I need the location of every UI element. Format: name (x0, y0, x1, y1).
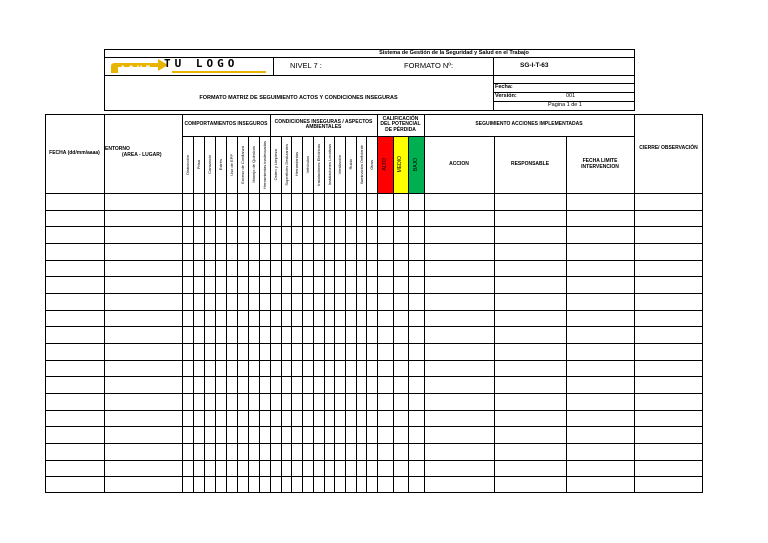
col-responsable-header: RESPONSABLE (510, 160, 550, 167)
condicion-subheader-text: Herramientas (293, 152, 299, 177)
col-cierre-header: CIERRE/ OBSERVACIÓN (639, 145, 698, 151)
page-indicator: Pagina 1 de 1 (548, 102, 582, 108)
col-comportamientos-header: COMPORTAMIENTOS INSEGUROS (184, 121, 268, 128)
condicion-subheader (334, 136, 345, 193)
condicion-subheader-text: Orden y Limpieza (272, 148, 278, 181)
comportamiento-subheader-text: Exceso de Confianza (239, 145, 245, 184)
condicion-subheader (302, 136, 313, 193)
table-row[interactable] (45, 276, 703, 293)
comportamiento-subheader-text: Manejo de Químicos (250, 146, 256, 183)
table-row[interactable] (45, 260, 703, 277)
entorno-label: ENTORNO (105, 146, 130, 152)
company-logo (106, 57, 272, 76)
version-label: Versión: (495, 93, 517, 99)
rating-medio-label (393, 136, 408, 193)
table-row[interactable] (45, 360, 703, 377)
comportamiento-subheader-text: Estrés (217, 158, 223, 171)
table-row[interactable] (45, 343, 703, 360)
condicion-subheader (291, 136, 302, 193)
formato-code: SG-I-T-63 (520, 62, 549, 69)
condicion-subheader-text: Ventilación (336, 154, 342, 175)
condicion-subheader-text: Otras (368, 159, 374, 170)
table-row[interactable] (45, 210, 703, 227)
fecha-label: Fecha: (495, 84, 513, 90)
comportamiento-subheader (193, 136, 204, 193)
comportamiento-subheader (204, 136, 215, 193)
col-condiciones-header: CONDICIONES INSEGURAS / ASPECTOS AMBIENTALES (274, 118, 373, 130)
condicion-subheader-text: Superficies Deslizantes (283, 143, 289, 186)
comportamiento-subheader-text: Uso de EPP (228, 153, 234, 176)
col-calificacion-header: CALIFICACIÓN DEL POTENCIAL DE PÉRDIDA (380, 115, 421, 133)
col-fecha-limite-header: FECHA LIMITE INTERVENCION (581, 158, 619, 170)
formato-label: FORMATO Nº: (404, 61, 454, 70)
table-row[interactable] (45, 193, 703, 210)
system-title: Sistema de Gestión de la Seguridad y Salud en el Trabajo (379, 49, 529, 56)
condicion-subheader-text: Vehículos (304, 155, 310, 174)
condicion-subheader-text: Ruido (347, 159, 353, 170)
comportamiento-subheader (259, 136, 270, 193)
col-accion-header: ACCION (449, 160, 469, 167)
table-row[interactable] (45, 393, 703, 410)
logo-text-top: TU LOGO (164, 57, 239, 70)
document-title: FORMATO MATRIZ DE SEGUIMIENTO ACTOS Y CONDICIONES INSEGURAS (199, 95, 398, 102)
table-row[interactable] (45, 376, 703, 393)
condicion-subheader (345, 136, 356, 193)
nivel-label: NIVEL 7 : (290, 61, 322, 70)
table-row[interactable] (45, 293, 703, 310)
logo-text-bottom: AQUI (120, 65, 154, 75)
condicion-subheader-text: Instalaciones Eléctricas (315, 143, 321, 186)
comportamiento-subheader (215, 136, 226, 193)
condicion-subheader-text: Iluminación Deficiente (358, 144, 364, 185)
version-value: 001 (566, 93, 576, 99)
rating-bajo-label (408, 136, 424, 193)
condicion-subheader-text: Instalaciones Locativas (326, 143, 332, 186)
rating-label-text: MEDIO (397, 156, 403, 173)
rating-label-text: BAJO (412, 157, 419, 172)
table-row[interactable] (45, 410, 703, 427)
comportamiento-subheader (248, 136, 259, 193)
table-row[interactable] (45, 243, 703, 260)
col-seguimiento-header: SEGUIMIENTO ACCIONES IMPLEMENTADAS (475, 121, 583, 128)
comportamiento-subheader (226, 136, 237, 193)
rating-alto-label (377, 136, 393, 193)
table-row[interactable] (45, 310, 703, 327)
comportamiento-subheader-text: Herramientas inadecuadas (261, 140, 267, 189)
entorno-sub-label: (AREA - LUGAR) (122, 152, 162, 158)
table-row[interactable] (45, 443, 703, 460)
table-row[interactable] (45, 326, 703, 343)
table-row[interactable] (45, 226, 703, 243)
comportamiento-subheader (182, 136, 193, 193)
condicion-subheader (270, 136, 281, 193)
rating-label-text: ALTO (381, 158, 388, 171)
comportamiento-subheader-text: Prisa (195, 159, 201, 170)
col-entorno-header (104, 146, 182, 166)
comportamiento-subheader-text: Distracción (184, 154, 190, 175)
condicion-subheader (313, 136, 324, 193)
table-row[interactable] (45, 460, 703, 477)
col-fecha-header: FECHA (dd/mm/aaaa) (49, 149, 100, 156)
table-row[interactable] (45, 476, 703, 493)
table-row[interactable] (45, 426, 703, 443)
condicion-subheader (366, 136, 377, 193)
comportamiento-subheader (237, 136, 248, 193)
comportamiento-subheader-text: Cansancio (206, 155, 212, 174)
